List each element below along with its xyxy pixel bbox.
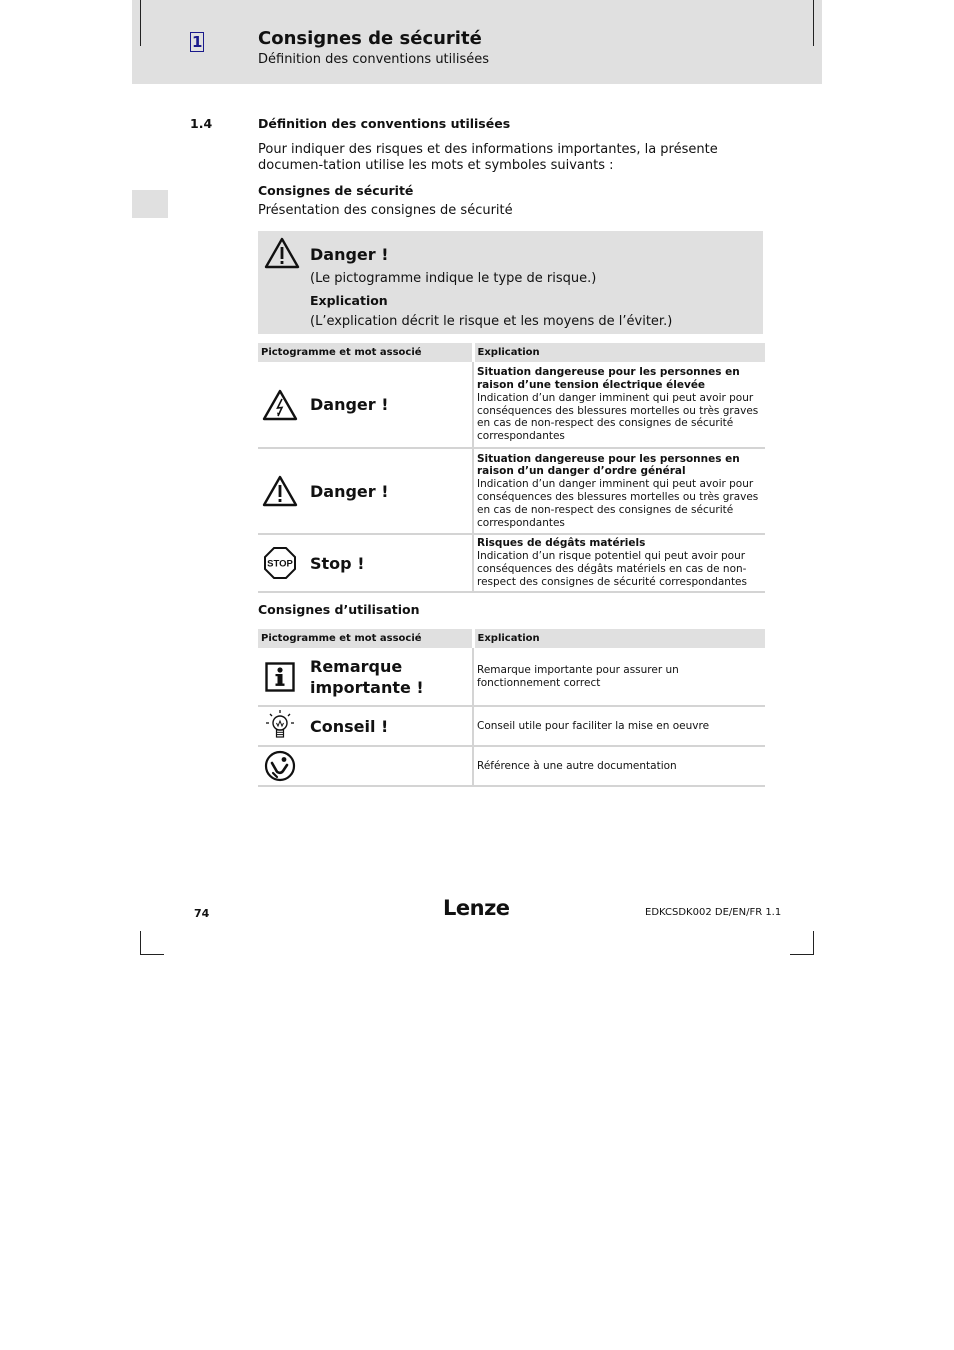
pictogram-cell bbox=[258, 362, 473, 448]
svg-text:STOP: STOP bbox=[267, 558, 293, 570]
pictogram-cell bbox=[258, 448, 473, 534]
page-number: 74 bbox=[194, 907, 210, 920]
crop-mark bbox=[140, 931, 141, 955]
crop-mark bbox=[140, 954, 164, 955]
explanation-cell bbox=[473, 448, 765, 534]
explanation-text: Conseil utile pour faciliter la mise en oeuvre bbox=[477, 719, 710, 732]
chapter-subtitle: Définition des conventions utilisées bbox=[258, 52, 490, 67]
danger-explanation-label: Explication bbox=[310, 293, 388, 308]
danger-example-box bbox=[258, 231, 763, 334]
document-code: EDKCSDK002 DE/EN/FR 1.1 bbox=[645, 907, 782, 918]
crop-mark bbox=[790, 954, 814, 955]
explanation-cell bbox=[473, 746, 765, 786]
explanation-cell bbox=[473, 534, 765, 592]
explanation-cell bbox=[473, 648, 765, 706]
explanation-text: Remarque importante pour assurer un fonctionnement correct bbox=[477, 663, 679, 689]
crop-mark bbox=[813, 931, 814, 955]
safety-table bbox=[258, 343, 765, 593]
table-row bbox=[258, 448, 765, 534]
crop-mark bbox=[813, 0, 814, 46]
signal-word: Remarque importante ! bbox=[310, 656, 424, 697]
explanation-text: Indication d’un risque potentiel qui peut avoir pour conséquences des dégâts matériels en cas de non-respect des consignes de sécurité correspondantes bbox=[477, 550, 747, 588]
pictogram-cell bbox=[258, 706, 473, 746]
column-header: Explication bbox=[473, 629, 765, 648]
table-row bbox=[258, 362, 765, 448]
signal-word: Conseil ! bbox=[310, 716, 389, 736]
reference-icon bbox=[264, 750, 296, 782]
explanation-text: Référence à une autre documentation bbox=[477, 759, 677, 772]
signal-word: Danger ! bbox=[310, 395, 389, 414]
crop-mark bbox=[140, 0, 141, 46]
table-row bbox=[258, 534, 765, 592]
chapter-number[interactable]: 1 bbox=[192, 33, 203, 51]
table-row bbox=[258, 648, 765, 706]
general-hazard-icon bbox=[262, 475, 298, 507]
pictogram-cell bbox=[258, 746, 473, 786]
section-number: 1.4 bbox=[190, 116, 213, 131]
usage-table bbox=[258, 629, 765, 787]
signal-word: Danger ! bbox=[310, 481, 389, 501]
explanation-text: Indication d’un danger imminent qui peut avoir pour conséquences des blessures mortelles ou très graves en cas de non-respect des consignes de sécurité correspondantes bbox=[477, 478, 759, 529]
pictogram-cell bbox=[258, 534, 473, 592]
explanation-title: Situation dangereuse pour les personnes en raison d’un danger d’ordre général bbox=[477, 452, 740, 478]
section-title: Définition des conventions utilisées bbox=[258, 116, 511, 131]
usage-heading: Consignes d’utilisation bbox=[258, 602, 420, 617]
signal-word: Stop ! bbox=[310, 553, 365, 573]
danger-pictogram-note: (Le pictogramme indique le type de risque.) bbox=[310, 271, 597, 286]
intro-paragraph: Pour indiquer des risques et des informations importantes, la présente documen-tation utilise les mots et symboles suivants : bbox=[258, 142, 718, 173]
danger-explanation-note: (L’explication décrit le risque et les moyens de l’éviter.) bbox=[310, 314, 673, 329]
warning-triangle-icon bbox=[264, 237, 300, 269]
safety-heading: Consignes de sécurité bbox=[258, 183, 414, 198]
lightbulb-icon bbox=[263, 709, 297, 743]
safety-description: Présentation des consignes de sécurité bbox=[258, 203, 513, 218]
explanation-title: Risques de dégâts matériels bbox=[477, 537, 646, 550]
danger-word: Danger ! bbox=[310, 245, 389, 264]
side-tab-marker bbox=[132, 190, 168, 218]
table-row bbox=[258, 706, 765, 746]
info-icon bbox=[265, 662, 295, 692]
electric-hazard-icon bbox=[262, 389, 298, 421]
explanation-text: Indication d’un danger imminent qui peut avoir pour conséquences des blessures mortelles ou très graves en cas de non-respect des consignes de sécurité correspondantes bbox=[477, 391, 759, 443]
lenze-logo: Lenze bbox=[443, 896, 510, 920]
column-header: Pictogramme et mot associé bbox=[258, 629, 473, 648]
chapter-title: Consignes de sécurité bbox=[258, 28, 482, 49]
stop-icon bbox=[263, 546, 297, 580]
explanation-title: Situation dangereuse pour les personnes en raison d’une tension électrique élevée bbox=[477, 366, 740, 391]
explanation-cell bbox=[473, 362, 765, 448]
pictogram-cell bbox=[258, 648, 473, 706]
table-row bbox=[258, 746, 765, 786]
explanation-cell bbox=[473, 706, 765, 746]
column-header: Explication bbox=[473, 343, 765, 362]
column-header: Pictogramme et mot associé bbox=[258, 343, 473, 362]
